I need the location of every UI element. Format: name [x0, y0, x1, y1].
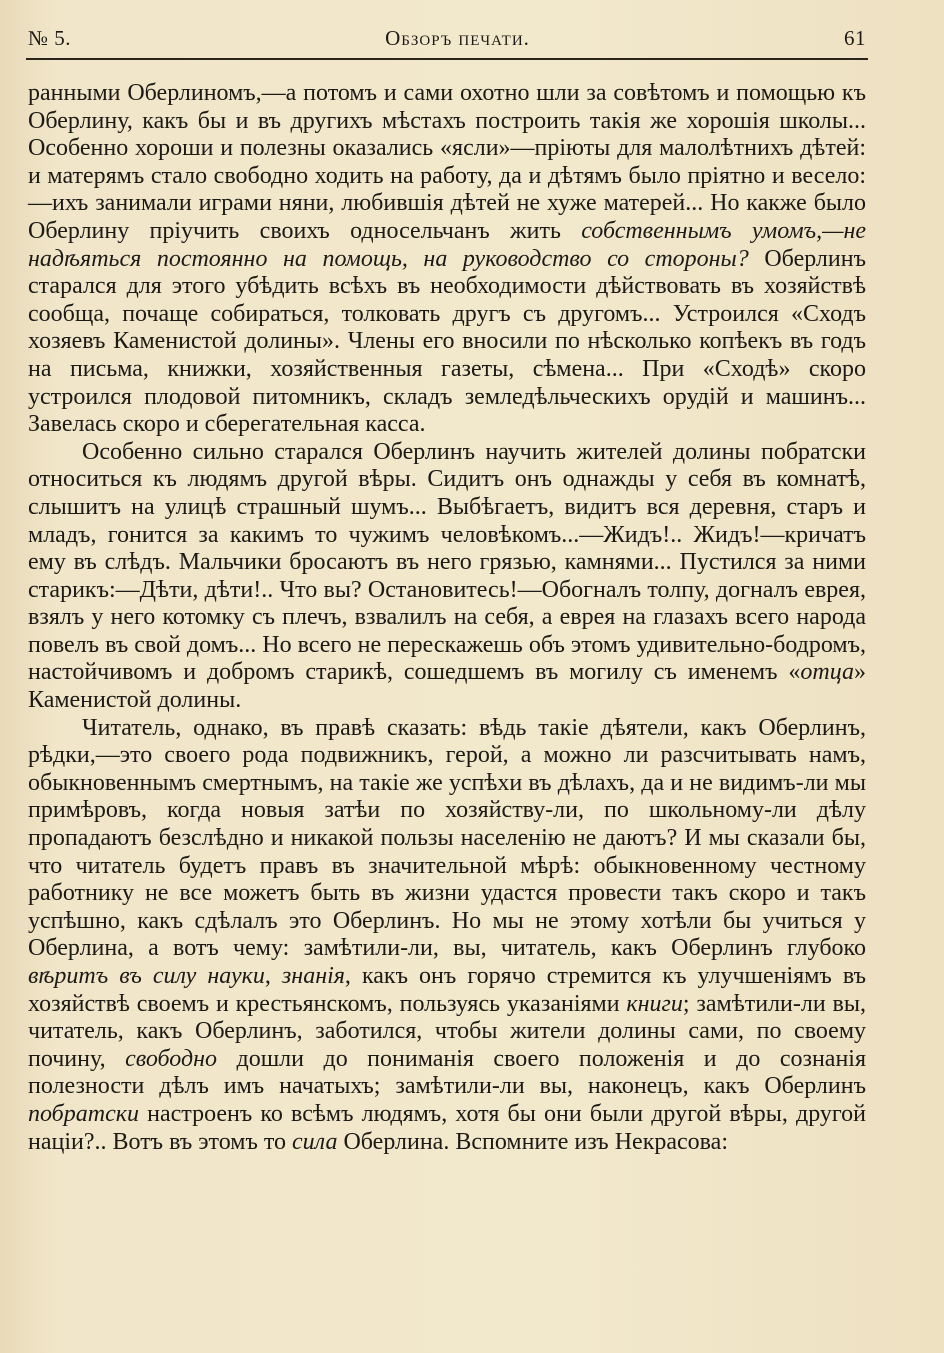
italic-run: свободно — [125, 1045, 217, 1072]
text-run: Особенно сильно старался Оберлинъ научить жителей долины побратски относиться къ людямъ другой вѣры. Сидитъ онъ однажды у себя въ комнатѣ, слышитъ на улицѣ страшный шумъ... Выбѣгаетъ, видитъ вся деревня, старъ и младъ, гонится за какимъ то чужимъ человѣкомъ...—Жидъ!.. Жидъ!—кричатъ ему въ слѣдъ. Мальчики бросаютъ въ него грязью, камнями... Пустился за ними старикъ:—Дѣти, дѣти!.. Что вы? Остановитесь!—Обогналъ толпу, догналъ еврея, взялъ у него котомку съ плечъ, взвалилъ на себя, а еврея на глазахъ всего народа повелъ въ свой домъ... Но всего не перескажешь объ этомъ удивительно-бодромъ, настойчивомъ и добромъ старикѣ, сошедшемъ въ могилу съ именемъ « — [28, 438, 866, 686]
page-number: 61 — [843, 26, 866, 50]
italic-run: книги — [626, 990, 683, 1017]
article-body — [28, 80, 866, 1156]
text-run: , какъ онъ горячо стремится къ улучшеніямъ въ хозяйствѣ своемъ и крестьянскомъ, пользуясь указаніями — [28, 963, 866, 1017]
text-run: дошли до пониманія своего положенія и до сознанія полезности дѣлъ имъ начатыхъ; замѣтили-ли вы, наконецъ, какъ Оберлинъ — [28, 1045, 867, 1100]
header-rule — [26, 58, 868, 60]
text-run: настроенъ ко всѣмъ людямъ, хотя бы они были другой вѣры, другой націи?.. Вотъ въ этомъ то — [28, 1100, 866, 1155]
italic-run: сила — [292, 1128, 338, 1155]
text-run: ; замѣтили-ли вы, читатель, какъ Оберлинъ, заботился, чтобы жители долины сами, по своему почину, — [28, 990, 866, 1072]
italic-run: вѣритъ въ силу науки — [28, 963, 265, 989]
text-run: , — [264, 963, 282, 989]
italic-run: собственнымъ умомъ,—не надѣяться постоянно на помощь, на руководство со стороны? — [28, 217, 867, 272]
text-run: ранными Оберлиномъ,—а потомъ и сами охотно шли за совѣтомъ и помощью къ Оберлину, какъ бы и въ другихъ мѣстахъ построить такія же хорошія школы... Особенно хороши и полезны оказались «ясли»—пріюты для малолѣтнихъ дѣтей: и матерямъ стало свободно ходить на работу, да и дѣтямъ было пріятно и весело:—ихъ занимали играми няни, любившія дѣтей не хуже матерей... Но какже было Оберлину пріучить своихъ односельчанъ жить — [28, 80, 866, 244]
paragraph-1 — [28, 80, 866, 439]
text-run: Читатель, однако, въ правѣ сказать: вѣдь такіе дѣятели, какъ Оберлинъ, рѣдки,—это своего рода подвижникъ, герой, а можно ли разсчитывать намъ, обыкновеннымъ смертнымъ, на такіе же успѣхи въ дѣлахъ, да и не видимъ-ли мы примѣровъ, когда новыя затѣи по хозяйству-ли, по школьному-ли дѣлу пропадаютъ безслѣдно и никакой пользы населенію не даютъ? И мы сказали бы, что читатель будетъ правъ въ значительной мѣрѣ: обыкновенному честному работнику не все можетъ быть въ жизни удастся провести такъ скоро и такъ успѣшно, какъ сдѣлалъ это Оберлинъ. Но мы не этому хотѣли бы учиться у Оберлина, а вотъ чему: замѣтили-ли, вы, читатель, какъ Оберлинъ глубоко — [28, 714, 866, 962]
paragraph-2 — [28, 439, 866, 715]
issue-number: № 5. — [28, 26, 72, 50]
text-run: Оберлинъ старался для этого убѣдить всѣхъ въ необходимости дѣйствовать въ хозяйствѣ сообща, почаще собираться, толковать другъ съ другомъ... Устроился «Сходъ хозяевъ Каменистой долины». Члены его вносили по нѣсколько копѣекъ въ годъ на письма, книжки, хозяйственныя газеты, сѣмена... При «Сходѣ» скоро устроился плодовой питомникъ, складъ земледѣльческихъ орудій и машинъ... Завелась скоро и сберегательная касса. — [28, 245, 866, 438]
running-header — [28, 26, 866, 54]
text-run: Оберлина. Вспомните изъ Некрасова: — [337, 1128, 729, 1155]
paragraph-3 — [28, 715, 866, 1157]
italic-run: отца — [800, 659, 854, 686]
section-title: Обзоръ печати. — [385, 26, 530, 50]
italic-run: побратски — [28, 1100, 139, 1127]
italic-run: знанія — [281, 963, 345, 989]
text-run: » Каменистой долины. — [28, 659, 866, 714]
